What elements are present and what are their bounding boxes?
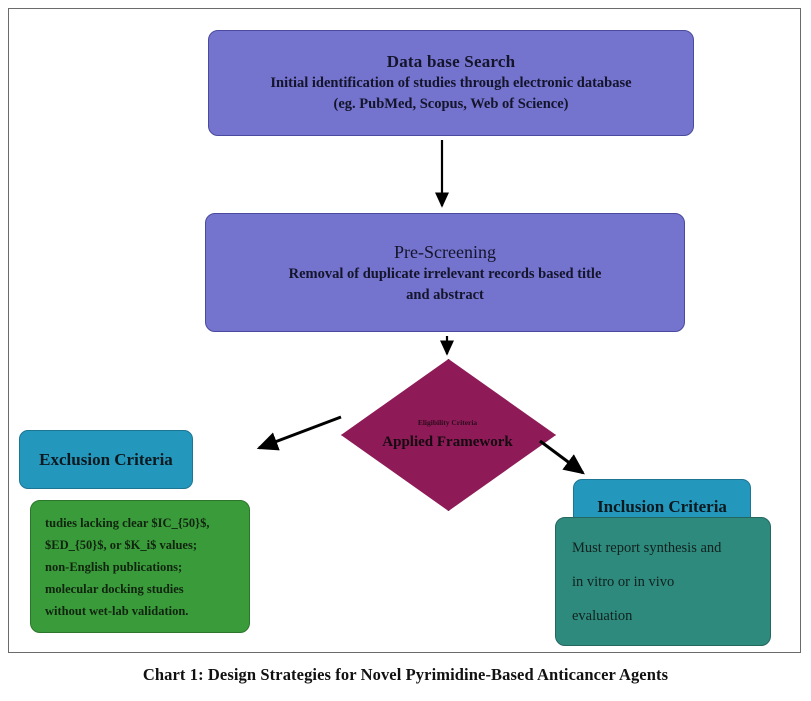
inclusion-line-1: Must report synthesis and: [572, 539, 722, 556]
exclusion-line-3: non-English publications;: [45, 559, 183, 574]
pre-screening-line-2: and abstract: [406, 286, 484, 303]
node-pre-screening: [205, 213, 685, 332]
exclusion-line-4: molecular docking studies: [45, 581, 184, 596]
inclusion-line-3: evaluation: [572, 607, 633, 624]
node-database-search: [208, 30, 694, 136]
exclusion-line-2: $ED_{50}$, or $K_i$ values;: [45, 537, 197, 552]
inclusion-line-2: in vitro or in vivo: [572, 573, 675, 590]
node-inclusion-criteria-panel: [555, 517, 771, 646]
inclusion-criteria-title: Inclusion Criteria: [597, 497, 727, 516]
exclusion-line-5: without wet-lab validation.: [45, 603, 189, 618]
exclusion-criteria-title: Exclusion Criteria: [39, 449, 173, 469]
database-search-title: Data base Search: [386, 52, 516, 71]
figure-caption: Chart 1: Design Strategies for Novel Pyrimidine-Based Anticancer Agents: [142, 665, 669, 684]
pre-screening-title: Pre-Screening: [394, 241, 496, 262]
decision-diamond-shape: [341, 359, 556, 511]
decision-small-label: Eligibility Criteria: [417, 417, 478, 427]
decision-title: Applied Framework: [382, 433, 513, 450]
node-eligibility-decision: [341, 359, 554, 509]
node-exclusion-criteria-tab: [19, 430, 193, 489]
node-exclusion-criteria-panel: [30, 500, 250, 633]
database-search-line-2: (eg. PubMed, Scopus, Web of Science): [333, 96, 569, 112]
database-search-line-1: Initial identification of studies through electronic database: [270, 75, 632, 91]
pre-screening-line-1: Removal of duplicate irrelevant records based title: [288, 265, 602, 282]
exclusion-line-1: tudies lacking clear $IC_{50}$,: [45, 515, 210, 530]
